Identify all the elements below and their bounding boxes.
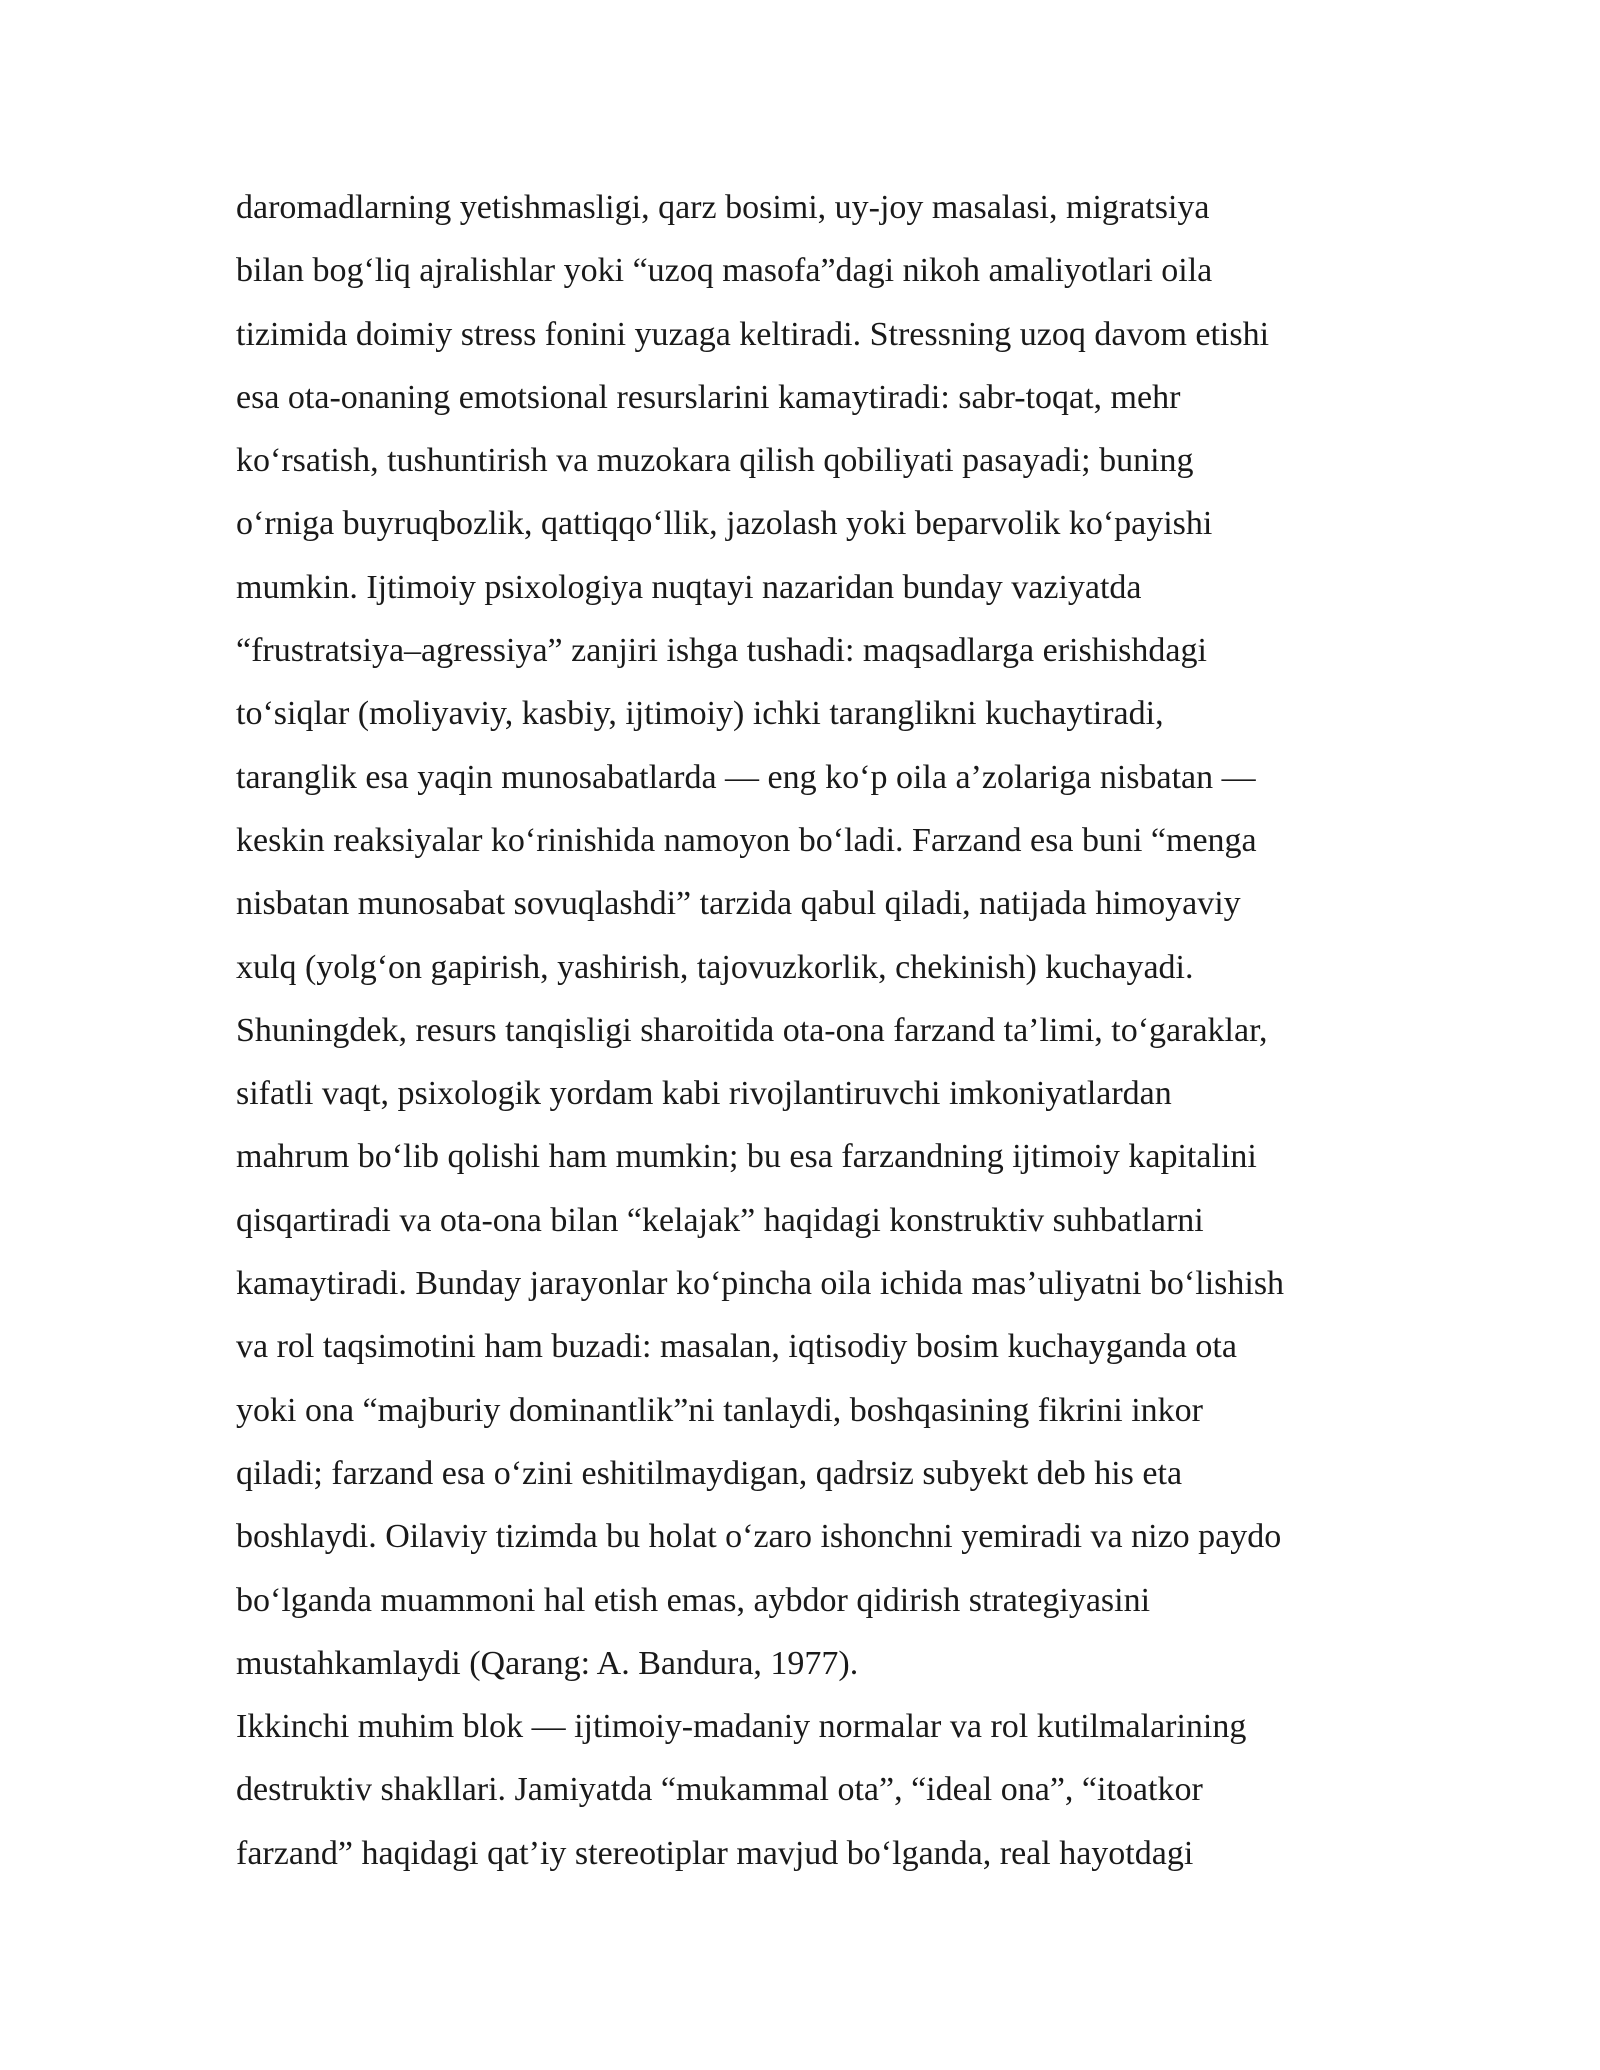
text-line: esa ota-onaning emotsional resurslarini kamaytiradi: sabr-toqat, mehr <box>236 378 1181 416</box>
text-line: “frustratsiya–agressiya” zanjiri ishga tushadi: maqsadlarga erishishdagi <box>236 632 1207 670</box>
body-text <box>236 176 1416 1885</box>
text-line: Shuningdek, resurs tanqisligi sharoitida ota-ona farzand ta’limi, to‘garaklar, <box>236 1011 1268 1049</box>
text-line: to‘siqlar (moliyaviy, kasbiy, ijtimoiy) ichki taranglikni kuchaytiradi, <box>236 695 1164 733</box>
text-line: mustahkamlaydi (Qarang: A. Bandura, 1977). <box>236 1644 859 1682</box>
text-line: qisqartiradi va ota-ona bilan “kelajak” haqidagi konstruktiv suhbatlarni <box>236 1201 1204 1239</box>
text-line: mahrum bo‘lib qolishi ham mumkin; bu esa farzandning ijtimoiy kapitalini <box>236 1138 1257 1176</box>
text-line: bilan bog‘liq ajralishlar yoki “uzoq masofa”dagi nikoh amaliyotlari oila <box>236 252 1213 290</box>
text-line: destruktiv shakllari. Jamiyatda “mukammal ota”, “ideal ona”, “itoatkor <box>236 1771 1203 1809</box>
text-line: bo‘lganda muammoni hal etish emas, aybdor qidirish strategiyasini <box>236 1581 1151 1619</box>
text-line: keskin reaksiyalar ko‘rinishida namoyon bo‘ladi. Farzand esa buni “menga <box>236 821 1257 859</box>
text-line: taranglik esa yaqin munosabatlarda — eng ko‘p oila a’zolariga nisbatan — <box>236 758 1256 796</box>
text-line: o‘rniga buyruqbozlik, qattiqqo‘llik, jazolash yoki beparvolik ko‘payishi <box>236 505 1213 543</box>
text-line: qiladi; farzand esa o‘zini eshitilmaydigan, qadrsiz subyekt deb his eta <box>236 1454 1183 1492</box>
text-line: boshlaydi. Oilaviy tizimda bu holat o‘zaro ishonchni yemiradi va nizo paydo <box>236 1518 1282 1556</box>
text-line: yoki ona “majburiy dominantlik”ni tanlaydi, boshqasining fikrini inkor <box>236 1391 1203 1429</box>
text-line: xulq (yolg‘on gapirish, yashirish, tajovuzkorlik, chekinish) kuchayadi. <box>236 948 1194 986</box>
text-line: daromadlarning yetishmasligi, qarz bosimi, uy-joy masalasi, migratsiya <box>236 189 1210 226</box>
text-line: va rol taqsimotini ham buzadi: masalan, iqtisodiy bosim kuchayganda ota <box>236 1328 1237 1366</box>
text-line: mumkin. Ijtimoiy psixologiya nuqtayi nazaridan bunday vaziyatda <box>236 568 1142 606</box>
text-line: kamaytiradi. Bunday jarayonlar ko‘pincha oila ichida mas’uliyatni bo‘lishish <box>236 1265 1285 1303</box>
text-line: farzand” haqidagi qat’iy stereotiplar mavjud bo‘lganda, real hayotdagi <box>236 1834 1194 1872</box>
text-line: tizimida doimiy stress fonini yuzaga keltiradi. Stressning uzoq davom etishi <box>236 315 1270 353</box>
text-line: Ikkinchi muhim blok — ijtimoiy-madaniy normalar va rol kutilmalarining <box>236 1708 1247 1746</box>
text-line: ko‘rsatish, tushuntirish va muzokara qilish qobiliyati pasayadi; buning <box>236 442 1194 480</box>
text-line: nisbatan munosabat sovuqlashdi” tarzida qabul qiladi, natijada himoyaviy <box>236 885 1241 923</box>
text-line: sifatli vaqt, psixologik yordam kabi rivojlantiruvchi imkoniyatlardan <box>236 1075 1172 1113</box>
